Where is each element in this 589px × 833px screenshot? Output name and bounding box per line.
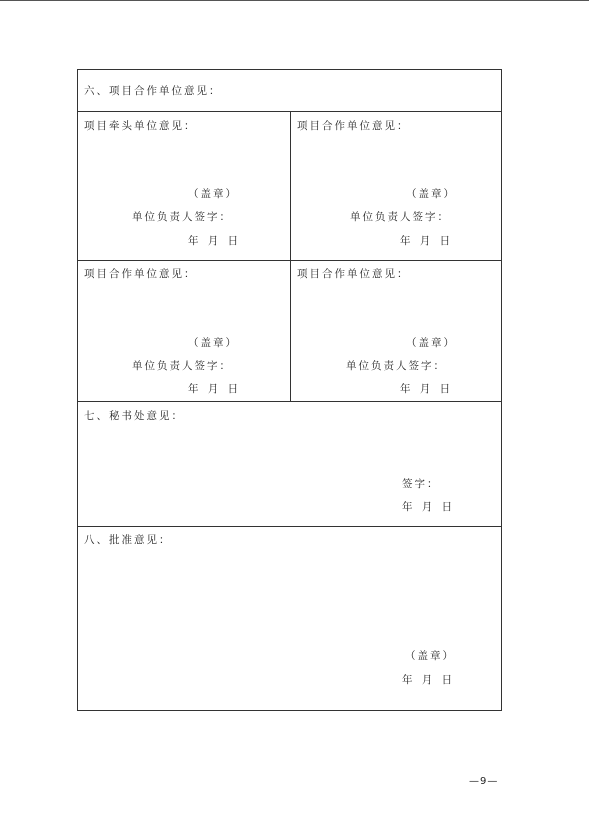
- section7-title: 七、秘书处意见：: [84, 410, 184, 422]
- cell2-date: 年 月 日: [400, 235, 454, 247]
- section7-date: 年 月 日: [402, 501, 456, 513]
- approval-form-table: [77, 69, 502, 711]
- cell3-title: 项目合作单位意见：: [84, 268, 197, 280]
- cell3-seal: （盖章）: [188, 337, 238, 349]
- cell1-date: 年 月 日: [188, 235, 242, 247]
- cell3-date: 年 月 日: [188, 383, 242, 395]
- row-divider: [78, 401, 501, 402]
- section7-sign: 签字：: [402, 478, 440, 490]
- section6-title: 六、项目合作单位意见：: [84, 85, 222, 97]
- cell4-date: 年 月 日: [400, 383, 454, 395]
- cell1-sign: 单位负责人签字：: [132, 211, 232, 223]
- page-number: —9—: [469, 776, 499, 787]
- section8-date: 年 月 日: [402, 674, 456, 686]
- cell4-seal: （盖章）: [406, 337, 456, 349]
- cell2-title: 项目合作单位意见：: [297, 120, 410, 132]
- row-divider: [78, 526, 501, 527]
- cell4-title: 项目合作单位意见：: [297, 268, 410, 280]
- cell1-title: 项目牵头单位意见：: [84, 120, 197, 132]
- page-top-rule: [0, 0, 589, 1]
- cell4-sign: 单位负责人签字：: [346, 360, 446, 372]
- cell2-seal: （盖章）: [406, 188, 456, 200]
- cell3-sign: 单位负责人签字：: [132, 360, 232, 372]
- section8-seal: （盖章）: [405, 650, 455, 662]
- cell2-sign: 单位负责人签字：: [350, 211, 450, 223]
- section8-title: 八、批准意见：: [84, 534, 172, 546]
- cell1-seal: （盖章）: [188, 188, 238, 200]
- column-divider: [290, 111, 291, 401]
